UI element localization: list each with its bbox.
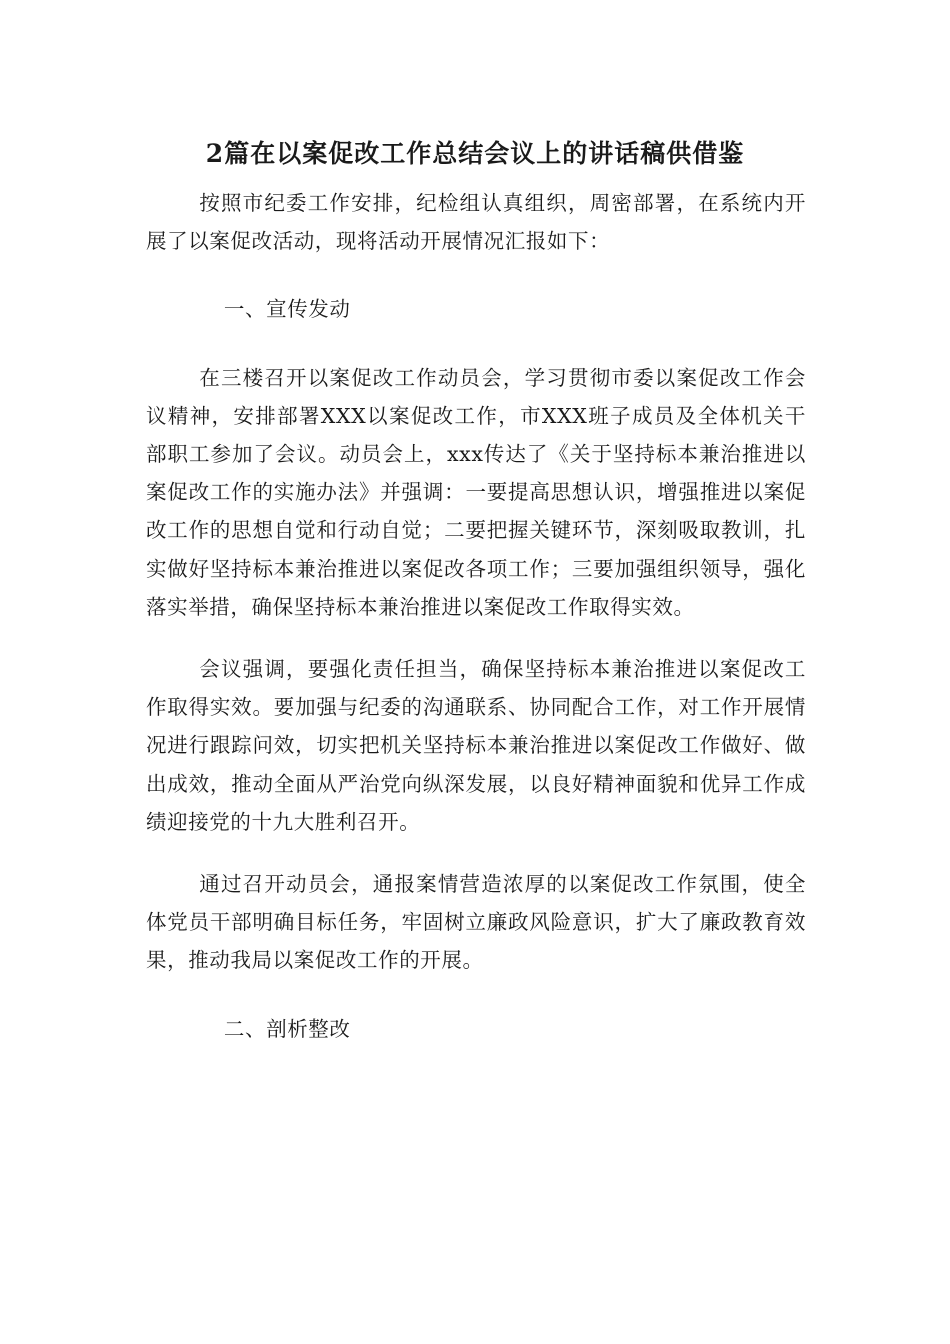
- paragraph-meeting-outcome: 通过召开动员会，通报案情营造浓厚的以案促改工作氛围，使全体党员干部明确目标任务，牢固树立廉政风险意识，扩大了廉政教育效果，推动我局以案促改工作的开展。: [146, 872, 806, 973]
- document-title: 2篇在以案促改工作总结会议上的讲话稿供借鉴: [205, 139, 745, 168]
- document-body: [146, 184, 806, 1048]
- intro-paragraph: 按照市纪委工作安排，纪检组认真组织，周密部署，在系统内开展了以案促改活动，现将活动开展情况汇报如下：: [146, 191, 806, 254]
- paragraph-mobilization-meeting: 在三楼召开以案促改工作动员会，学习贯彻市委以案促改工作会议精神，安排部署XXX以案促改工作，市XXX班子成员及全体机关干部职工参加了会议。动员会上，xxx传达了《关于坚持标本兼治推进以案促改工作的实施办法》并强调：一要提高思想认识，增强推进以案促改工作的思想自觉和行动自觉；二要把握关键环节，深刻吸取教训，扎实做好坚持标本兼治推进以案促改各项工作；三要加强组织领导，强化落实举措，确保坚持标本兼治推进以案促改工作取得实效。: [146, 365, 806, 619]
- section-heading-analysis: 二、剖析整改: [223, 1016, 351, 1041]
- paragraph-meeting-emphasis: 会议强调，要强化责任担当，确保坚持标本兼治推进以案促改工作取得实效。要加强与纪委的沟通联系、协同配合工作，对工作开展情况进行跟踪问效，切实把机关坚持标本兼治推进以案促改工作做好、做出成效，推动全面从严治党向纵深发展，以良好精神面貌和优异工作成绩迎接党的十九大胜利召开。: [146, 657, 806, 834]
- section-heading-publicity: 一、宣传发动: [223, 297, 351, 322]
